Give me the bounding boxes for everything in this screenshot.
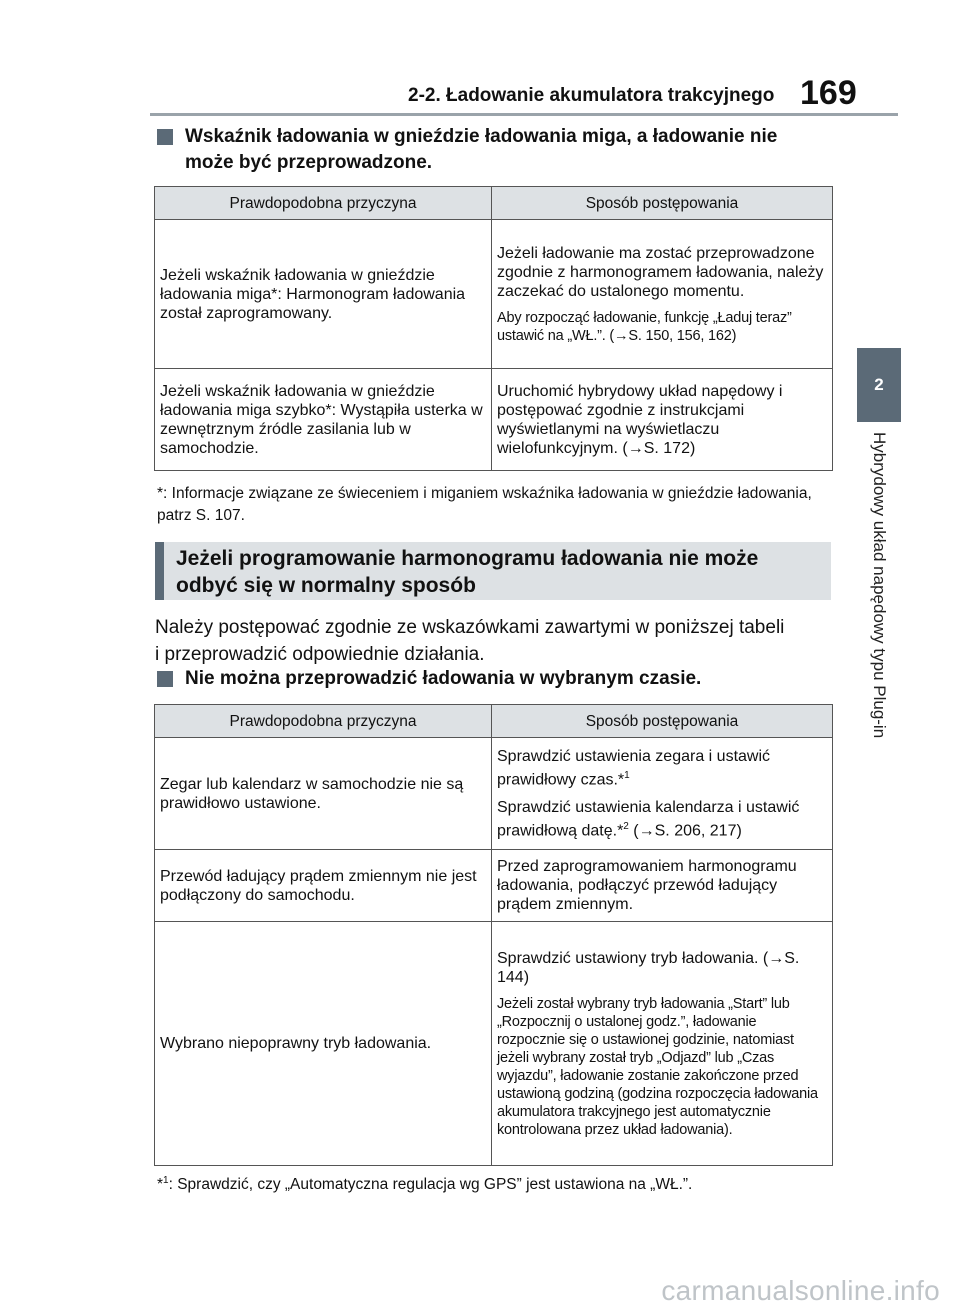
table-header-row xyxy=(155,187,833,220)
action-cell xyxy=(492,922,833,1166)
subheading-text: Nie można przeprowadzić ładowania w wybranym czasie. xyxy=(185,668,702,689)
action-text: Sprawdzić ustawiony tryb ładowania. (→S. 144) xyxy=(497,949,800,986)
cause-cell: Jeżeli wskaźnik ładowania w gnieździe ładowania miga*: Harmonogram ładowania został zaprogramowany. xyxy=(155,220,492,369)
action-cell: Przed zaprogramowaniem harmonogramu ładowania, podłączyć przewód ładujący prądem zmiennym. xyxy=(492,850,833,922)
action-cell: Uruchomić hybrydowy układ napędowy i postępować zgodnie z instrukcjami wyświetlanymi na wyświetlaczu wielofunkcyjnym. (→S. 172) xyxy=(492,369,833,471)
action-note: Jeżeli został wybrany tryb ładowania „Start” lub „Rozpocznij o ustalonej godz.”, ładowanie rozpocznie się o ustawionej godzinie, natomiast jeżeli wybrany został tryb „Odjazd” lub „Czas wyjazdu”, ładowanie zostanie zakończone przed ustawioną godziną (godzina rozpoczęcia ładowania akumulatora trakcyjnego jest automatycznie kontrolowana przez układ ładowania). xyxy=(497,995,818,1138)
section2-title-line1: Jeżeli programowanie harmonogramu ładowania nie może xyxy=(176,547,759,570)
action-note: Aby rozpocząć ładowanie, funkcję „Ładuj teraz” ustawić na „WŁ.”. (→S. 150, 156, 162) xyxy=(497,309,792,344)
section2-subheading xyxy=(157,666,865,692)
section2-table xyxy=(154,704,833,1166)
chapter-side-label: Hybrydowy układ napędowy typu Plug-in xyxy=(870,432,889,739)
cause-cell: Zegar lub kalendarz w samochodzie nie są prawidłowo ustawione. xyxy=(155,738,492,850)
action-text-clock: Sprawdzić ustawienia zegara i ustawić prawidłowy czas.*$^1$ xyxy=(497,748,771,789)
table-row xyxy=(155,850,833,922)
column-header-action: Sposób postępowania xyxy=(492,705,833,738)
section1-heading-line2: może być przeprowadzone. xyxy=(185,152,433,173)
action-text: Jeżeli ładowanie ma zostać przeprowadzone zgodnie z harmonogramem ładowania, należy zaczekać do ustalonego momentu. xyxy=(497,244,824,300)
cause-cell: Jeżeli wskaźnik ładowania w gnieździe ładowania miga szybko*: Wystąpiła usterka w zewnętrznym źródle zasilania lub w samochodzie. xyxy=(155,369,492,471)
action-text-calendar: Sprawdzić ustawienia kalendarza i ustawić prawidłową datę.*$^2$ (→S. 206, 217) xyxy=(497,798,800,839)
action-cell xyxy=(492,220,833,369)
cause-cell: Przewód ładujący prądem zmiennym nie jest podłączony do samochodu. xyxy=(155,850,492,922)
column-header-action: Sposób postępowania xyxy=(492,187,833,220)
page-number: 169 xyxy=(800,74,857,112)
table-row xyxy=(155,369,833,471)
footnote-mark: *: xyxy=(157,485,168,502)
section1-heading xyxy=(157,124,865,176)
footnote-text: : Sprawdzić, czy „Automatyczna regulacja wg GPS” jest ustawiona na „WŁ.”. xyxy=(168,1176,693,1194)
section1-table xyxy=(154,186,833,471)
cause-cell: Wybrano niepoprawny tryb ładowania. xyxy=(155,922,492,1166)
watermark: carmanualsonline.info xyxy=(661,1275,940,1306)
table-row xyxy=(155,922,833,1166)
table-header-row xyxy=(155,705,833,738)
footnote-text: Informacje związane ze świeceniem i miganiem wskaźnika ładowania w gnieździe ładowania, patrz S. 107. xyxy=(157,485,812,524)
table-row xyxy=(155,738,833,850)
section1-heading-line1: Wskaźnik ładowania w gnieździe ładowania miga, a ładowanie nie xyxy=(185,126,778,147)
header-divider xyxy=(150,113,898,116)
section1-footnote xyxy=(157,483,832,527)
square-bullet-icon xyxy=(157,671,173,687)
running-header-title: 2-2. Ładowanie akumulatora trakcyjnego xyxy=(408,85,775,106)
section2-title xyxy=(155,542,831,600)
chapter-tab: 2 xyxy=(857,348,901,422)
square-bullet-icon xyxy=(157,129,173,145)
intro-line1: Należy postępować zgodnie ze wskazówkami zawartymi w poniższej tabeli xyxy=(155,617,785,638)
section2-intro xyxy=(155,614,835,668)
footnote-sup: 1 xyxy=(163,1175,169,1186)
column-header-cause: Prawdopodobna przyczyna xyxy=(155,705,492,738)
intro-line2: i przeprowadzić odpowiednie działania. xyxy=(155,644,485,665)
column-header-cause: Prawdopodobna przyczyna xyxy=(155,187,492,220)
footnote-mark: * xyxy=(157,1176,164,1194)
table-row xyxy=(155,220,833,369)
section2-footnote xyxy=(157,1170,832,1196)
section2-title-line2: odbyć się w normalny sposób xyxy=(176,574,476,597)
action-cell xyxy=(492,738,833,850)
